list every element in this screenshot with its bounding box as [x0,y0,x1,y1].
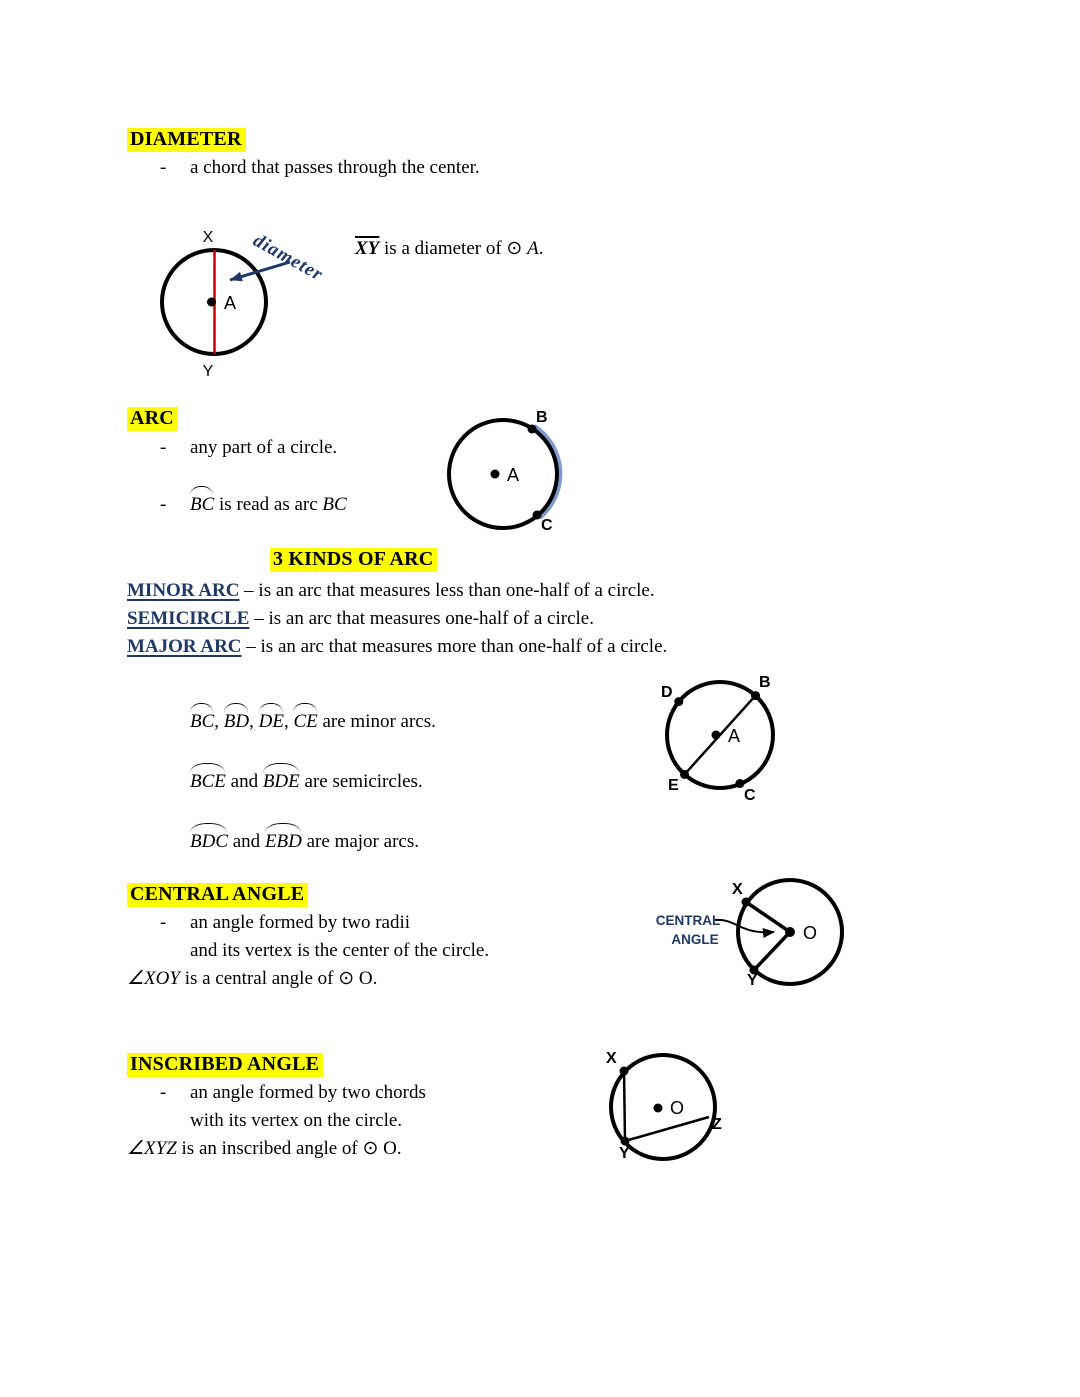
center-o-label: O [803,923,818,943]
minor-arc-term: MINOR ARC [127,580,240,601]
circle-outline [449,420,557,528]
arc-definition-1: any part of a circle. [190,437,338,458]
arc-heading: ARC [127,407,178,431]
point-b-dot [751,691,760,700]
point-x-label: X [202,229,214,246]
center-point-dot [491,470,500,479]
arc-definition-2: BC is read as arc BC [190,486,347,517]
chord-yz [625,1117,709,1141]
bullet-dash: - [160,1082,167,1103]
point-b-label: B [536,409,548,426]
point-b-label: B [759,674,771,691]
center-a-label: A [507,465,520,485]
central-angle-statement: ∠XOY is a central angle of ⊙ O. [127,968,378,989]
bullet-dash: - [160,912,167,933]
bullet-dash: - [160,494,167,515]
central-callout-line1: CENTRAL [655,913,721,928]
center-point-dot [207,298,216,307]
point-x-dot [742,898,751,907]
semicircles-example: BCE and BDE are semicircles. [190,763,423,794]
point-y-label: Y [619,1145,630,1162]
semicircle-definition: SEMICIRCLE – is an arc that measures one-half of a circle. [127,608,594,629]
bullet-dash: - [160,437,167,458]
inscribed-angle-line1: an angle formed by two chords [190,1082,426,1103]
diameter-caption: $\overline{XY}$ is a diameter of ⊙ A. [355,238,544,259]
radius-oy [754,932,790,970]
inscribed-angle-statement: ∠XYZ is an inscribed angle of ⊙ O. [127,1138,402,1159]
center-a-label: A [224,293,237,313]
center-o-label: O [670,1098,685,1118]
major-arc-term: MAJOR ARC [127,636,242,657]
point-x-label: X [732,881,743,898]
major-arc-definition: MAJOR ARC – is an arc that measures more than one-half of a circle. [127,636,668,657]
minor-arc-definition: MINOR ARC – is an arc that measures less than one-half of a circle. [127,580,655,601]
point-d-dot [674,697,683,706]
point-z-label: Z [712,1116,722,1133]
point-e-label: E [668,777,679,794]
kinds-heading: 3 KINDS OF ARC [270,548,437,572]
center-point-dot [654,1104,663,1113]
central-callout-line2: ANGLE [671,932,719,947]
point-c-label: C [744,787,756,804]
central-angle-heading: CENTRAL ANGLE [127,883,308,907]
chord-yx [624,1071,625,1141]
point-y-label: Y [747,972,758,989]
kinds-circle-figure [653,666,793,811]
point-e-dot [680,770,689,779]
diameter-heading: DIAMETER [127,128,246,152]
center-a-label: A [728,726,741,746]
central-callout-arrow [715,920,774,933]
vertex-o-dot [785,927,795,937]
major-arcs-example: BDC and EBD are major arcs. [190,823,419,854]
diameter-callout-label: diameter [249,230,327,286]
point-c-label: C [541,517,553,534]
central-angle-figure [648,863,868,1003]
point-d-label: D [661,684,673,701]
central-angle-line1: an angle formed by two radii [190,912,411,933]
diameter-circle-figure [140,222,375,392]
central-angle-line2: and its vertex is the center of the circle. [190,940,490,961]
point-y-label: Y [202,363,214,380]
arc-circle-figure [437,406,587,541]
diameter-definition: a chord that passes through the center. [190,157,480,178]
inscribed-angle-figure [595,1035,750,1180]
bullet-dash: - [160,157,167,178]
point-x-dot [620,1067,629,1076]
minor-arcs-example: BC, BD, DE, CE are minor arcs. [190,703,436,734]
inscribed-angle-line2: with its vertex on the circle. [190,1110,403,1131]
inscribed-angle-heading: INSCRIBED ANGLE [127,1053,323,1077]
center-point-dot [712,731,721,740]
semicircle-term: SEMICIRCLE [127,608,250,629]
radius-ox [746,902,790,932]
point-x-label: X [606,1050,617,1067]
